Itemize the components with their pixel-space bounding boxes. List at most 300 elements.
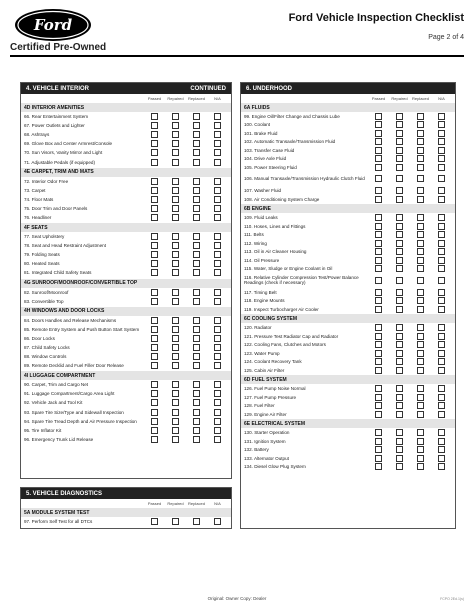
checkbox-replaced[interactable] [417, 130, 424, 137]
checkbox-na[interactable] [438, 324, 445, 331]
checkbox-repaired[interactable] [172, 113, 179, 120]
checkbox-passed[interactable] [375, 385, 382, 392]
checkbox-na[interactable] [214, 317, 221, 324]
checkbox-repaired[interactable] [172, 140, 179, 147]
checkbox-replaced[interactable] [417, 341, 424, 348]
checkbox-replaced[interactable] [193, 113, 200, 120]
checkbox-passed[interactable] [151, 178, 158, 185]
checkbox-repaired[interactable] [396, 164, 403, 171]
checkbox-group [371, 297, 452, 304]
checkbox-replaced[interactable] [193, 399, 200, 406]
checkbox-replaced[interactable] [193, 427, 200, 434]
checkbox-na[interactable] [214, 122, 221, 129]
checkbox-passed[interactable] [151, 113, 158, 120]
checkbox-passed[interactable] [375, 463, 382, 470]
checkbox-replaced[interactable] [417, 289, 424, 296]
checkbox-replaced[interactable] [193, 335, 200, 342]
checkbox-na[interactable] [214, 418, 221, 425]
checkbox-replaced[interactable] [193, 196, 200, 203]
checkbox-replaced[interactable] [417, 277, 424, 284]
checkbox-replaced[interactable] [417, 394, 424, 401]
checkbox-na[interactable] [438, 385, 445, 392]
checkbox-replaced[interactable] [193, 409, 200, 416]
checkbox-passed[interactable] [151, 436, 158, 443]
checkbox-na[interactable] [214, 269, 221, 276]
checkbox-passed[interactable] [375, 277, 382, 284]
checkbox-passed[interactable] [375, 130, 382, 137]
checkbox-na[interactable] [214, 149, 221, 156]
checkbox-na[interactable] [214, 298, 221, 305]
checkbox-na[interactable] [438, 187, 445, 194]
checkbox-replaced[interactable] [193, 122, 200, 129]
checkbox-repaired[interactable] [396, 297, 403, 304]
checkbox-replaced[interactable] [193, 187, 200, 194]
checkbox-na[interactable] [214, 289, 221, 296]
checkbox-na[interactable] [438, 138, 445, 145]
checkbox-na[interactable] [438, 289, 445, 296]
checkbox-repaired[interactable] [172, 131, 179, 138]
checkbox-replaced[interactable] [417, 429, 424, 436]
checkbox-passed[interactable] [375, 324, 382, 331]
checkbox-replaced[interactable] [193, 344, 200, 351]
checkbox-replaced[interactable] [193, 149, 200, 156]
checkbox-replaced[interactable] [417, 402, 424, 409]
checkbox-na[interactable] [214, 260, 221, 267]
checkbox-na[interactable] [214, 353, 221, 360]
checkbox-repaired[interactable] [396, 175, 403, 182]
checkbox-group [147, 149, 228, 156]
checkbox-na[interactable] [214, 344, 221, 351]
item-label: 89. Remote Decklid and Fuel Filler Door Release [24, 363, 124, 369]
checkbox-passed[interactable] [375, 358, 382, 365]
checkbox-na[interactable] [438, 121, 445, 128]
checkbox-passed[interactable] [151, 122, 158, 129]
checkbox-passed[interactable] [151, 233, 158, 240]
checkbox-na[interactable] [438, 446, 445, 453]
checkbox-na[interactable] [438, 367, 445, 374]
item-label: 132. Battery [244, 447, 269, 452]
checkbox-na[interactable] [438, 463, 445, 470]
checkbox-na[interactable] [438, 429, 445, 436]
checkbox-na[interactable] [438, 394, 445, 401]
checkbox-repaired[interactable] [396, 240, 403, 247]
checkbox-repaired[interactable] [396, 385, 403, 392]
checkbox-replaced[interactable] [193, 390, 200, 397]
checkbox-replaced[interactable] [417, 411, 424, 418]
item-label: 116. Relative Cylinder Compression Test/Power Balance Readings (check if necessary) [244, 275, 359, 286]
item-label: 120. Radiator [244, 325, 272, 330]
checkbox-replaced[interactable] [193, 205, 200, 212]
checkbox-passed[interactable] [375, 164, 382, 171]
checkbox-replaced[interactable] [417, 350, 424, 357]
checkbox-na[interactable] [438, 214, 445, 221]
checkbox-repaired[interactable] [396, 214, 403, 221]
checkbox-replaced[interactable] [417, 214, 424, 221]
checkbox-group [371, 306, 452, 313]
checkbox-passed[interactable] [375, 402, 382, 409]
checkbox-repaired[interactable] [172, 122, 179, 129]
checkbox-passed[interactable] [375, 138, 382, 145]
checkbox-passed[interactable] [375, 446, 382, 453]
checkbox-na[interactable] [214, 159, 221, 166]
checkbox-na[interactable] [214, 131, 221, 138]
checkbox-repaired[interactable] [396, 147, 403, 154]
checkbox-repaired[interactable] [396, 402, 403, 409]
checkbox-repaired[interactable] [396, 289, 403, 296]
checkbox-repaired[interactable] [396, 411, 403, 418]
checkbox-passed[interactable] [151, 390, 158, 397]
checkbox-replaced[interactable] [193, 233, 200, 240]
checklist-row [21, 316, 231, 325]
checkbox-repaired[interactable] [396, 231, 403, 238]
checkbox-na[interactable] [214, 233, 221, 240]
checkbox-repaired[interactable] [172, 214, 179, 221]
checkbox-na[interactable] [438, 265, 445, 272]
checkbox-replaced[interactable] [417, 164, 424, 171]
checkbox-passed[interactable] [375, 429, 382, 436]
checkbox-repaired[interactable] [396, 367, 403, 374]
checkbox-group [147, 427, 228, 434]
checkbox-passed[interactable] [375, 240, 382, 247]
checkbox-repaired[interactable] [396, 138, 403, 145]
checkbox-repaired[interactable] [396, 248, 403, 255]
checkbox-passed[interactable] [375, 333, 382, 340]
checkbox-repaired[interactable] [172, 251, 179, 258]
checkbox-replaced[interactable] [193, 251, 200, 258]
checkbox-repaired[interactable] [396, 130, 403, 137]
checklist-row [241, 112, 455, 121]
checkbox-na[interactable] [438, 306, 445, 313]
checkbox-na[interactable] [214, 381, 221, 388]
checkbox-passed[interactable] [375, 175, 382, 182]
checkbox-repaired[interactable] [396, 196, 403, 203]
checkbox-replaced[interactable] [417, 257, 424, 264]
checkbox-repaired[interactable] [172, 399, 179, 406]
checkbox-replaced[interactable] [417, 147, 424, 154]
checkbox-na[interactable] [438, 257, 445, 264]
checkbox-passed[interactable] [375, 113, 382, 120]
section-heading: 4G SUNROOF/MOONROOF/CONVERTIBLE TOP [21, 279, 231, 288]
checkbox-repaired[interactable] [172, 159, 179, 166]
checkbox-na[interactable] [214, 427, 221, 434]
checkbox-passed[interactable] [375, 231, 382, 238]
checkbox-passed[interactable] [375, 196, 382, 203]
checkbox-passed[interactable] [375, 341, 382, 348]
checkbox-na[interactable] [438, 175, 445, 182]
checklist-row [21, 232, 231, 241]
checkbox-repaired[interactable] [396, 187, 403, 194]
checkbox-repaired[interactable] [396, 277, 403, 284]
checkbox-passed[interactable] [151, 269, 158, 276]
checkbox-replaced[interactable] [417, 155, 424, 162]
checklist-row [21, 213, 231, 222]
checkbox-passed[interactable] [375, 367, 382, 374]
checkbox-na[interactable] [438, 297, 445, 304]
checkbox-passed[interactable] [375, 306, 382, 313]
checkbox-passed[interactable] [151, 418, 158, 425]
checkbox-repaired[interactable] [396, 463, 403, 470]
checkbox-passed[interactable] [375, 350, 382, 357]
checkbox-passed[interactable] [151, 427, 158, 434]
checkbox-replaced[interactable] [417, 367, 424, 374]
column-header: Passed [147, 95, 162, 101]
checkbox-repaired[interactable] [396, 455, 403, 462]
checkbox-replaced[interactable] [193, 214, 200, 221]
checkbox-passed[interactable] [375, 155, 382, 162]
checkbox-repaired[interactable] [396, 333, 403, 340]
checkbox-replaced[interactable] [417, 196, 424, 203]
checkbox-na[interactable] [214, 140, 221, 147]
checkbox-passed[interactable] [375, 214, 382, 221]
checkbox-repaired[interactable] [396, 257, 403, 264]
checkbox-repaired[interactable] [396, 113, 403, 120]
checkbox-repaired[interactable] [396, 306, 403, 313]
checkbox-replaced[interactable] [193, 317, 200, 324]
checkbox-na[interactable] [438, 196, 445, 203]
checkbox-passed[interactable] [375, 289, 382, 296]
checkbox-repaired[interactable] [172, 187, 179, 194]
item-label: 99. Engine Oil/Filter Change and Chassis Lube [244, 113, 340, 119]
column-header: Repaired [167, 95, 184, 101]
checkbox-replaced[interactable] [193, 326, 200, 333]
checkbox-na[interactable] [214, 326, 221, 333]
checkbox-group [371, 130, 452, 137]
checkbox-repaired[interactable] [172, 269, 179, 276]
checkbox-passed[interactable] [151, 353, 158, 360]
checkbox-replaced[interactable] [417, 333, 424, 340]
checkbox-repaired[interactable] [172, 178, 179, 185]
checkbox-replaced[interactable] [417, 175, 424, 182]
checkbox-na[interactable] [214, 436, 221, 443]
checkbox-na[interactable] [214, 187, 221, 194]
checkbox-replaced[interactable] [193, 518, 200, 525]
checkbox-replaced[interactable] [417, 223, 424, 230]
checkbox-passed[interactable] [151, 214, 158, 221]
checkbox-replaced[interactable] [417, 297, 424, 304]
checkbox-repaired[interactable] [396, 394, 403, 401]
checkbox-na[interactable] [438, 277, 445, 284]
checkbox-replaced[interactable] [193, 260, 200, 267]
checkbox-repaired[interactable] [172, 409, 179, 416]
checkbox-passed[interactable] [151, 317, 158, 324]
checkbox-repaired[interactable] [172, 260, 179, 267]
checkbox-passed[interactable] [375, 438, 382, 445]
checkbox-repaired[interactable] [396, 446, 403, 453]
checkbox-na[interactable] [438, 164, 445, 171]
checkbox-passed[interactable] [151, 149, 158, 156]
checkbox-passed[interactable] [151, 381, 158, 388]
brand-subtitle: Certified Pre-Owned [10, 42, 107, 53]
checkbox-na[interactable] [438, 341, 445, 348]
checkbox-repaired[interactable] [396, 223, 403, 230]
checkbox-replaced[interactable] [417, 446, 424, 453]
checkbox-replaced[interactable] [193, 418, 200, 425]
checkbox-passed[interactable] [151, 409, 158, 416]
checkbox-passed[interactable] [375, 248, 382, 255]
checkbox-na[interactable] [214, 242, 221, 249]
checkbox-passed[interactable] [151, 140, 158, 147]
checkbox-na[interactable] [214, 251, 221, 258]
checkbox-passed[interactable] [151, 131, 158, 138]
checkbox-repaired[interactable] [396, 438, 403, 445]
checkbox-passed[interactable] [151, 344, 158, 351]
checkbox-na[interactable] [438, 455, 445, 462]
checkbox-replaced[interactable] [417, 187, 424, 194]
item-label: 94. Spare Tire Tread Depth and Air Pressure Inspection [24, 418, 137, 424]
checkbox-na[interactable] [214, 113, 221, 120]
checkbox-repaired[interactable] [172, 317, 179, 324]
checkbox-group [147, 214, 228, 221]
checkbox-repaired[interactable] [172, 149, 179, 156]
checkbox-repaired[interactable] [172, 205, 179, 212]
checkbox-replaced[interactable] [193, 178, 200, 185]
checkbox-replaced[interactable] [417, 240, 424, 247]
checkbox-na[interactable] [438, 358, 445, 365]
checkbox-replaced[interactable] [417, 463, 424, 470]
checkbox-passed[interactable] [375, 147, 382, 154]
checklist-row [241, 230, 455, 239]
checkbox-replaced[interactable] [417, 306, 424, 313]
checkbox-na[interactable] [214, 409, 221, 416]
checkbox-passed[interactable] [151, 326, 158, 333]
checkbox-repaired[interactable] [396, 121, 403, 128]
checkbox-repaired[interactable] [172, 289, 179, 296]
checkbox-passed[interactable] [151, 518, 158, 525]
checklist-row [241, 213, 455, 222]
checkbox-replaced[interactable] [193, 298, 200, 305]
checkbox-replaced[interactable] [193, 289, 200, 296]
checkbox-passed[interactable] [375, 297, 382, 304]
header-rule [10, 55, 464, 57]
checkbox-na[interactable] [438, 350, 445, 357]
item-label: 126. Fuel Pump Noise Normal [244, 386, 306, 391]
checkbox-repaired[interactable] [396, 350, 403, 357]
checkbox-passed[interactable] [151, 399, 158, 406]
checkbox-replaced[interactable] [417, 358, 424, 365]
checkbox-repaired[interactable] [396, 324, 403, 331]
item-label: 127. Fuel Pump Pressure [244, 394, 297, 400]
checkbox-replaced[interactable] [417, 138, 424, 145]
checkbox-repaired[interactable] [172, 390, 179, 397]
checkbox-group [371, 358, 452, 365]
checkbox-repaired[interactable] [172, 418, 179, 425]
checkbox-repaired[interactable] [172, 326, 179, 333]
checkbox-na[interactable] [438, 113, 445, 120]
checkbox-na[interactable] [438, 240, 445, 247]
checkbox-replaced[interactable] [417, 265, 424, 272]
checkbox-passed[interactable] [375, 394, 382, 401]
checkbox-repaired[interactable] [396, 358, 403, 365]
checkbox-passed[interactable] [151, 289, 158, 296]
checkbox-na[interactable] [438, 333, 445, 340]
checkbox-replaced[interactable] [417, 231, 424, 238]
checkbox-group [371, 196, 452, 203]
checkbox-passed[interactable] [151, 298, 158, 305]
checkbox-passed[interactable] [151, 362, 158, 369]
checkbox-passed[interactable] [375, 257, 382, 264]
checkbox-replaced[interactable] [193, 242, 200, 249]
checkbox-na[interactable] [438, 223, 445, 230]
checkbox-repaired[interactable] [396, 341, 403, 348]
checkbox-na[interactable] [438, 248, 445, 255]
checkbox-replaced[interactable] [417, 121, 424, 128]
checkbox-passed[interactable] [375, 265, 382, 272]
checkbox-na[interactable] [438, 130, 445, 137]
checkbox-replaced[interactable] [193, 140, 200, 147]
checkbox-repaired[interactable] [396, 429, 403, 436]
checkbox-replaced[interactable] [193, 362, 200, 369]
checkbox-replaced[interactable] [193, 269, 200, 276]
checkbox-replaced[interactable] [417, 438, 424, 445]
checkbox-replaced[interactable] [193, 159, 200, 166]
checkbox-passed[interactable] [151, 187, 158, 194]
checkbox-na[interactable] [438, 155, 445, 162]
checkbox-na[interactable] [438, 402, 445, 409]
checkbox-na[interactable] [438, 438, 445, 445]
checkbox-repaired[interactable] [172, 242, 179, 249]
checkbox-na[interactable] [214, 196, 221, 203]
checkbox-repaired[interactable] [172, 353, 179, 360]
checkbox-replaced[interactable] [417, 248, 424, 255]
checkbox-replaced[interactable] [417, 113, 424, 120]
checkbox-repaired[interactable] [172, 335, 179, 342]
checkbox-na[interactable] [214, 362, 221, 369]
checkbox-repaired[interactable] [172, 233, 179, 240]
checkbox-na[interactable] [214, 205, 221, 212]
checkbox-passed[interactable] [375, 223, 382, 230]
checkbox-repaired[interactable] [172, 344, 179, 351]
checkbox-na[interactable] [438, 411, 445, 418]
checkbox-na[interactable] [214, 214, 221, 221]
checkbox-repaired[interactable] [172, 381, 179, 388]
checkbox-repaired[interactable] [396, 265, 403, 272]
checkbox-passed[interactable] [151, 205, 158, 212]
checkbox-passed[interactable] [375, 187, 382, 194]
checkbox-group [371, 463, 452, 470]
checkbox-na[interactable] [438, 231, 445, 238]
checkbox-repaired[interactable] [172, 196, 179, 203]
checkbox-na[interactable] [438, 147, 445, 154]
checkbox-passed[interactable] [151, 242, 158, 249]
checkbox-passed[interactable] [151, 251, 158, 258]
checkbox-na[interactable] [214, 390, 221, 397]
checkbox-passed[interactable] [375, 411, 382, 418]
checkbox-na[interactable] [214, 178, 221, 185]
checkbox-repaired[interactable] [172, 362, 179, 369]
checkbox-passed[interactable] [151, 159, 158, 166]
checkbox-repaired[interactable] [172, 518, 179, 525]
checkbox-repaired[interactable] [396, 155, 403, 162]
checkbox-replaced[interactable] [417, 455, 424, 462]
checkbox-passed[interactable] [151, 196, 158, 203]
checkbox-na[interactable] [214, 335, 221, 342]
checkbox-replaced[interactable] [193, 353, 200, 360]
checkbox-passed[interactable] [151, 335, 158, 342]
checkbox-repaired[interactable] [172, 427, 179, 434]
checkbox-passed[interactable] [375, 121, 382, 128]
checkbox-na[interactable] [214, 518, 221, 525]
checkbox-replaced[interactable] [193, 436, 200, 443]
checkbox-na[interactable] [214, 399, 221, 406]
checkbox-replaced[interactable] [417, 385, 424, 392]
checkbox-repaired[interactable] [172, 298, 179, 305]
checkbox-repaired[interactable] [172, 436, 179, 443]
checkbox-passed[interactable] [375, 455, 382, 462]
checkbox-replaced[interactable] [417, 324, 424, 331]
checkbox-replaced[interactable] [193, 131, 200, 138]
checkbox-replaced[interactable] [193, 381, 200, 388]
checkbox-passed[interactable] [151, 260, 158, 267]
